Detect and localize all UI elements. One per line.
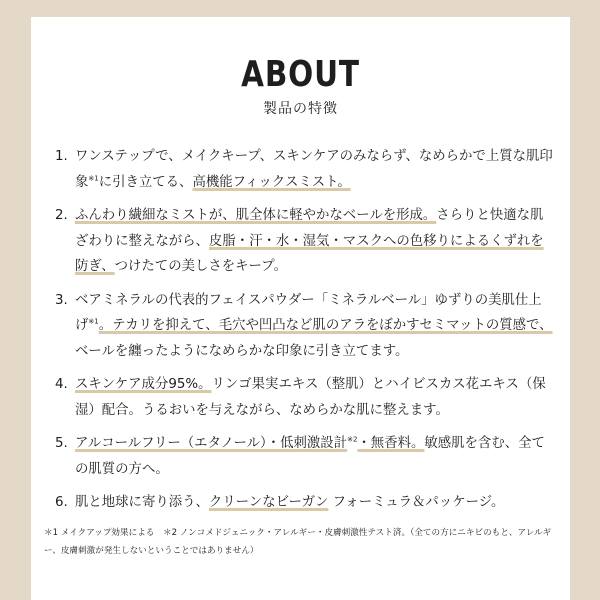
feature-text-segment: フォーミュラ＆パッケージ。 xyxy=(328,495,505,510)
feature-text-segment: さらりと快適な肌ざわりに整えながら、 xyxy=(75,208,544,249)
feature-item xyxy=(55,203,555,280)
highlighted-text: 高機能フィックスミスト。 xyxy=(192,174,351,190)
highlighted-text: アルコールフリー（エタノール）・低刺激設計 xyxy=(75,436,348,451)
highlighted-text: ・無香料。 xyxy=(357,436,425,451)
feature-item xyxy=(55,431,555,482)
feature-text xyxy=(75,372,555,423)
feature-text-segment: リンゴ果実エキス（整肌）とハイビスカス花エキス（保湿）配合。 xyxy=(75,377,546,418)
page-subtitle: 製品の特徴 xyxy=(263,101,338,117)
feature-text xyxy=(75,144,555,195)
highlighted-text: スキンケア成分95%。 xyxy=(75,377,212,392)
feature-text xyxy=(75,203,555,280)
feature-text xyxy=(75,288,555,365)
feature-item xyxy=(55,490,555,516)
feature-text-segment: に引き立てる、 xyxy=(98,174,193,190)
feature-text-segment: うるおいを与えながら、なめらかな肌に整えます。 xyxy=(141,402,449,418)
feature-item xyxy=(55,372,555,423)
highlighted-text: 皮脂・汗・水・湿気・マスクへの色移りによるくずれを防ぎ、 xyxy=(75,233,544,274)
footnote: ＊1 メイクアップ効果による ＊2 ノンコメドジェニック・アレルギー・皮膚刺激性テスト済。（全ての方にニキビのもと、アレルギー、皮膚刺激が発生しないということではありません） xyxy=(44,528,552,556)
highlighted-text: ふんわり繊細なミストが、肌全体に軽やかなベールを形成。 xyxy=(75,208,437,223)
feature-text xyxy=(75,490,555,516)
feature-list xyxy=(55,144,555,524)
footnote-marker: ※1 xyxy=(88,317,99,326)
feature-text-segment: 敏感肌を含む、全ての肌質の方へ。 xyxy=(75,436,545,477)
feature-text xyxy=(75,431,555,482)
feature-item xyxy=(55,288,555,365)
feature-number: 2. xyxy=(55,208,68,223)
feature-item xyxy=(55,144,555,195)
feature-number: 1. xyxy=(55,149,68,164)
highlighted-text: クリーンなビーガン xyxy=(208,495,329,510)
footnote-marker: ※2 xyxy=(347,435,358,444)
feature-text-segment: 肌と地球に寄り添う、 xyxy=(75,495,209,510)
highlighted-text: 。テカリを抑えて、毛穴や凹凸など肌のアラをぼかすセミマットの質感で、 xyxy=(98,318,553,333)
content-card xyxy=(31,17,570,600)
feature-number: 3. xyxy=(55,292,68,308)
feature-number: 6. xyxy=(55,495,68,510)
feature-text-segment: ワンステップで、メイクキープ、スキンケアのみならず、なめらかで上質な肌印象 xyxy=(75,149,553,190)
footnote-marker: ※1 xyxy=(88,174,99,183)
feature-text-segment: つけたての美しさをキープ。 xyxy=(114,259,287,274)
feature-number: 4. xyxy=(55,377,68,392)
feature-number: 5. xyxy=(55,436,68,451)
feature-text-segment: ベールを纏ったようになめらかな印象に引き立てます。 xyxy=(75,343,409,359)
page-title: ABOUT xyxy=(241,54,360,95)
feature-text-segment: ベアミネラルの代表的フェイスパウダー「ミネラルベール」ゆずりの美肌仕上げ xyxy=(75,292,542,333)
